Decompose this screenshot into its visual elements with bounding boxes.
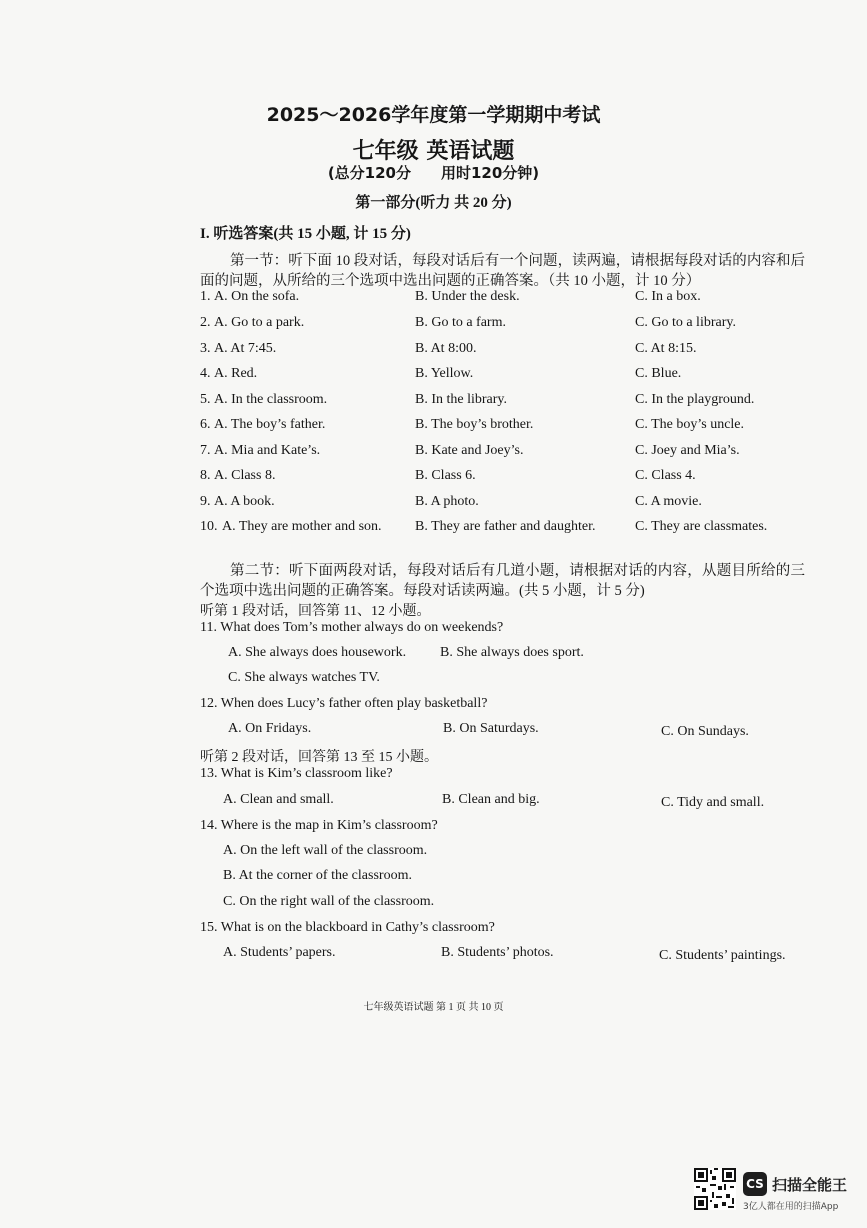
q2-option-a: A. Go to a park. (214, 315, 305, 330)
q9-option-a: A. A book. (214, 494, 275, 509)
q15-option-b: B. Students’ photos. (441, 945, 554, 960)
q11-option-b: B. She always does sport. (440, 645, 584, 660)
q6-question-number: 6. (200, 417, 211, 432)
q4-question-number: 4. (200, 366, 211, 381)
q9-question-number: 9. (200, 494, 211, 509)
page-footer: 七年级英语试题 第 1 页 共 10 页 (363, 1002, 504, 1013)
q11-option-c: C. She always watches TV. (228, 670, 380, 685)
question-12: 12. When does Lucy’s father often play basketball? (200, 696, 488, 711)
q12-option-a: A. On Fridays. (228, 721, 312, 736)
q10-option-b: B. They are father and daughter. (415, 519, 596, 534)
q5-question-number: 5. (200, 392, 211, 407)
exam-subtitle: 七年级 英语试题 (352, 139, 515, 164)
q14-option-b: B. At the corner of the classroom. (223, 868, 412, 883)
question-13: 13. What is Kim’s classroom like? (200, 766, 393, 781)
q5-option-a: A. In the classroom. (214, 392, 328, 407)
scanner-logo (743, 1172, 847, 1196)
q1-option-a: A. On the sofa. (214, 289, 300, 304)
q13-option-a: A. Clean and small. (223, 792, 334, 807)
q4-option-c: C. Blue. (635, 366, 682, 381)
q7-option-a: A. Mia and Kate’s. (214, 443, 321, 458)
q10-option-a: A. They are mother and son. (222, 519, 382, 534)
question-14: 14. Where is the map in Kim’s classroom? (200, 818, 438, 833)
q13-option-b: B. Clean and big. (442, 792, 540, 807)
q8-option-a: A. Class 8. (214, 468, 276, 483)
q14-option-a: A. On the left wall of the classroom. (223, 843, 428, 858)
q7-option-b: B. Kate and Joey’s. (415, 443, 524, 458)
q7-option-c: C. Joey and Mia’s. (635, 443, 740, 458)
score-time: (总分120分 用时120分钟) (327, 164, 540, 182)
scanner-app-name: 扫描全能王 (772, 1175, 848, 1194)
q3-option-c: C. At 8:15. (635, 341, 697, 356)
q14-option-c: C. On the right wall of the classroom. (223, 894, 435, 909)
scanner-slogan: 3亿人都在用的扫描App (743, 1202, 839, 1212)
q8-option-c: C. Class 4. (635, 468, 696, 483)
q7-question-number: 7. (200, 443, 211, 458)
section-heading: I. 听选答案(共 15 小题, 计 15 分) (200, 226, 411, 242)
q10-question-number: 10. (200, 519, 218, 534)
q2-option-c: C. Go to a library. (635, 315, 736, 330)
q11-option-a: A. She always does housework. (228, 645, 407, 660)
q12-option-b: B. On Saturdays. (443, 721, 539, 736)
q8-question-number: 8. (200, 468, 211, 483)
q1-question-number: 1. (200, 289, 211, 304)
part-heading: 第一部分(听力 共 20 分) (355, 195, 512, 211)
qr-code-icon (694, 1168, 736, 1210)
q13-option-c: C. Tidy and small. (661, 795, 765, 810)
q3-question-number: 3. (200, 341, 211, 356)
q15-option-a: A. Students’ papers. (223, 945, 336, 960)
q15-option-c: C. Students’ paintings. (659, 948, 786, 963)
q3-option-a: A. At 7:45. (214, 341, 277, 356)
q5-option-b: B. In the library. (415, 392, 508, 407)
question-11: 11. What does Tom’s mother always do on weekends? (200, 620, 504, 635)
cs-logo-icon: CS (743, 1172, 767, 1196)
q5-option-c: C. In the playground. (635, 392, 755, 407)
q10-option-c: C. They are classmates. (635, 519, 768, 534)
dialog2-instruction: 听第 2 段对话，回答第 13 至 15 小题。 (200, 750, 438, 765)
q12-option-c: C. On Sundays. (661, 724, 749, 739)
q4-option-b: B. Yellow. (415, 366, 474, 381)
q6-option-b: B. The boy’s brother. (415, 417, 534, 432)
q8-option-b: B. Class 6. (415, 468, 476, 483)
q1-option-c: C. In a box. (635, 289, 701, 304)
q6-option-c: C. The boy’s uncle. (635, 417, 745, 432)
exam-title: 2025～2026学年度第一学期期中考试 (266, 104, 601, 126)
q4-option-a: A. Red. (214, 366, 258, 381)
q1-option-b: B. Under the desk. (415, 289, 520, 304)
q3-option-b: B. At 8:00. (415, 341, 477, 356)
question-15: 15. What is on the blackboard in Cathy’s classroom? (200, 920, 495, 935)
part1-instructions: 第一节：听下面 10 段对话，每段对话后有一个问题，读两遍，请根据每段对话的内容和后面的问题，从所给的三个选项中选出问题的正确答案。（共 10 小题，计 10 分） (200, 253, 805, 289)
q6-option-a: A. The boy’s father. (214, 417, 326, 432)
q2-question-number: 2. (200, 315, 211, 330)
q9-option-c: C. A movie. (635, 494, 702, 509)
dialog1-instruction: 听第 1 段对话，回答第 11、12 小题。 (200, 604, 431, 619)
part2-instructions: 第二节：听下面两段对话，每段对话后有几道小题，请根据对话的内容，从题目所给的三个选项中选出问题的正确答案。每段对话读两遍。(共 5 小题，计 5 分) (200, 563, 805, 599)
q2-option-b: B. Go to a farm. (415, 315, 506, 330)
q9-option-b: B. A photo. (415, 494, 479, 509)
